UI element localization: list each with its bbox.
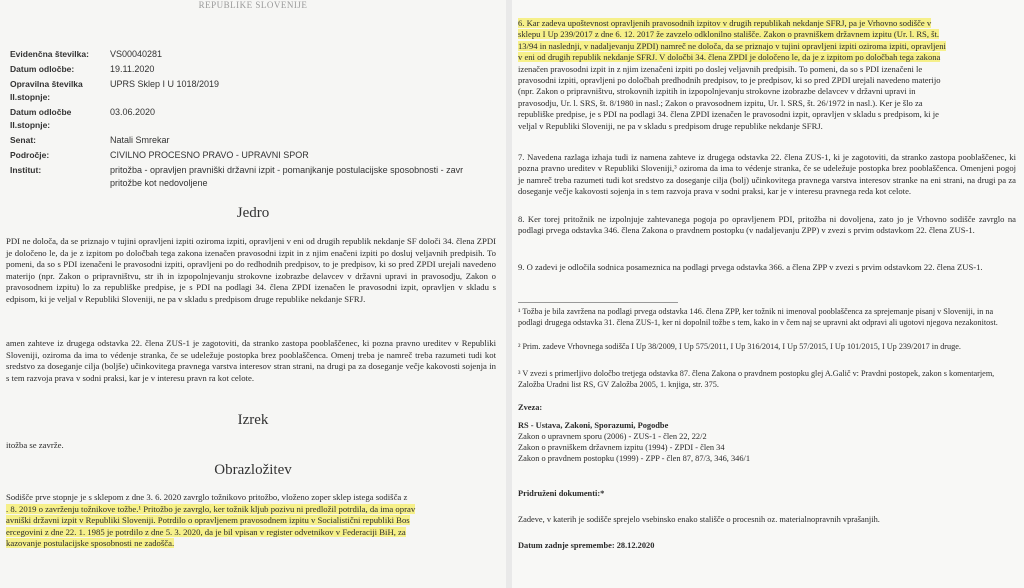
footnote-2: ² Prim. zadeve Vrhovnega sodišča I Up 38/2009, I Up 575/2011, I Up 316/2014, I Up 57/2015, I Up 101/2015, I Up 239/2017 in druge. (518, 342, 961, 351)
highlighted-line: sklepu I Up 239/2017 z dne 6. 12. 2017 že zavzelo odklonilno stališče. Zakon o pravniškem državnem izpitu (Ur. l. RS, št. (518, 29, 940, 40)
left-document-page (0, 0, 506, 588)
paragraph-6 (518, 18, 1016, 132)
meta-row: Datum odločbe: 19.11.2020 (10, 64, 155, 74)
text-line: republiške predpise, je s PDI na podlagi 34. člena ZPDI izenačen le pravosodni izpit, opravljen v skladu s predpisom, ki je (518, 109, 939, 120)
highlighted-line: avniški državni izpit v Republiki Sloveniji. Potrdilo o opravljenem pravosodnem izpitu v Socialistični republiki Bos (6, 515, 410, 526)
pridruzeni-dokumenti-title: Pridruženi dokumenti:* (518, 489, 605, 498)
highlighted-line: kazovanje postulacijske sposobnosti ne zadošča. (6, 538, 175, 549)
text-line: pravosodni izpiti, opravljeni po določbah predhodnih predpisov, to je predpisov, ki so pred ZPDI urejali navedeno materijo (518, 75, 941, 86)
meta-row: Področje: CIVILNO PROCESNO PRAVO - UPRAVNI SPOR (10, 150, 309, 160)
text-line: pravosodju, Ur. l. SRS, št. 8/1980 in nasl.; Zakon o pravosodnem izpitu, Ur. l. SRS, št. 26/1972 in nasl.). Ker je šlo za (518, 97, 923, 108)
obrazlozitev-paragraph (6, 492, 496, 550)
text-line: veljal v Republiki Sloveniji, ne pa v skladu s predpisom druge republike nekdanje SFRJ. (518, 120, 823, 131)
highlighted-line: . 8. 2019 o zavrženju tožnikove tožbe.¹ Pritožbo je zavrglo, ker tožnik kljub pozivu ni predložil potrdila, da ima oprav (6, 503, 416, 514)
text-line: (npr. Zakon o pripravništvu, strokovnih izpitih in izpopolnjevanju strokovne izobrazbe delavcev v državni upravi in (518, 86, 916, 97)
paragraph-7: 7. Navedena razlaga izhaja tudi iz namena zahteve iz drugega odstavka 22. člena ZUS-1, ki je zagotoviti, da stranko zastopa pooblaščenec, ki pozna pravno ureditev v Republiki Sloveniji,³ oziroma da ima to védenje stranka, če se udeležuje postopka brez pooblaščenca. Omenjeni pogoj je namreč treba razumeti tudi kot sredstvo za doseganje cilja (bolj) učinkovitega pravnega varstva interesov stranke na eni strani, na drugi pa za doseganje večje kakovosti sojenja in s tem razvoja prava v sodni praksi, kar je v interesu pravnega reda kot celote. (518, 152, 1016, 197)
meta-row: Datum odločbe II.stopnje: 03.06.2020 (10, 107, 156, 130)
meta-row: Senat: Natali Smrekar (10, 135, 170, 145)
meta-row: Institut: pritožba - opravljen pravniški državni izpit - pomanjkanje postulacijske sposobnosti - zavr pritožbe kot nedovoljene (10, 165, 464, 188)
list-item: RS - Ustava, Zakoni, Sporazumi, Pogodbe (518, 421, 669, 430)
text-line: izenačen pravosodni izpit in z njim izenačeni izpiti po doslej veljavnih predpisih. To pomeni, da so s PDI izenačeni le (518, 63, 923, 74)
meta-row: Opravilna številka II.stopnje: UPRS Sklep I U 1018/2019 (10, 79, 220, 102)
list-item: Zakon o upravnem sporu (2006) - ZUS-1 - člen 22, 22/2 (518, 432, 707, 441)
izrek-text: itožba se zavrže. (6, 440, 64, 450)
highlighted-line: 6. Kar zadeva upoštevnost opravljenih pravosodnih izpitov v drugih republikah nekdanje SFRJ, pa je Vrhovno sodišče v (518, 18, 932, 28)
list-item: Zakon o pravdnem postopku (1999) - ZPP - člen 87, 87/3, 346, 346/1 (518, 454, 751, 463)
section-title-jedro: Jedro (236, 205, 270, 221)
highlighted-line: 13/94 in naslednji, v nadaljevanju ZPDI) namreč ne določa, da se priznajo v tujini opravljeni izpiti oziroma izpiti, opravljeni (518, 40, 946, 51)
list-item: Zakon o pravniškem državnem izpitu (1994) - ZPDI - člen 34 (518, 443, 725, 452)
footnote-divider (518, 302, 678, 303)
text-line: Sodišče prve stopnje je s sklepom z dne 3. 6. 2020 zavrglo tožnikovo pritožbo, vloženo zoper sklep istega sodišča z (6, 492, 408, 502)
footnote-1: ¹ Tožba je bila zavržena na podlagi prvega odstavka 146. člena ZPP, ker tožnik ni imenoval pooblaščenca za sprejemanje pisanj v Sloveniji, in na podlagi drugega odstavka 31. člena ZUS-1, ker ni dopolnil tožbe s tem, kako in v čem naj se upravni akt odpravi ali ugotovi njegova nezakonitost. (518, 307, 998, 327)
jedro-paragraph-2: amen zahteve iz drugega odstavka 22. člena ZUS-1 je zagotoviti, da stranko zastopa pooblaščenec, ki pozna pravno ureditev v Republiki Sloveniji, oziroma da ima to védenje stranka, če se udeležuje postopka brez pooblaščenca. Omenj treba je namreč treba razumeti tudi kot sredstvo za doseganje cilja (boljše) učinkovitega pravnega varstva interesov stran strani, na drugi pa za doseganje večje kakovosti sojenja in s tem razvoja prava v sodni praksi, kar je v interesu pravn ra kot celote. (6, 338, 496, 383)
pridruzeni-dokumenti-text: Zadeve, v katerih je sodišče sprejelo vsebinsko enako stališče o procesnih oz. materialnopravnih vprašanjih. (518, 515, 880, 524)
last-modified-date: Datum zadnje spremembe: 28.12.2020 (518, 541, 655, 550)
section-title-obrazlozitev: Obrazložitev (214, 462, 292, 478)
zveza-list (518, 420, 1016, 464)
paragraph-9: 9. O zadevi je odločila sodnica posameznica na podlagi prvega odstavka 366. a člena ZPP v zvezi s prvim odstavkom 22. člena ZUS-1. (518, 262, 983, 272)
footnote-3: ³ V zvezi s primerljivo določbo tretjega odstavka 87. člena Zakona o pravdnem postopku glej A.Galič v: Pravdni postopek, zakon s komentarjem, Založba Uradni list RS, GV Založba 2005, 1. knjiga, str. 375. (518, 369, 995, 389)
meta-row: Evidenčna številka: VS00040281 (10, 49, 163, 59)
zveza-title: Zveza: (518, 403, 543, 412)
jedro-paragraph-1: PDI ne določa, da se priznajo v tujini opravljeni izpiti oziroma izpiti, opravljeni v eni od drugih republik nekdanje SF določi 34. člena ZPDI je določeno le, da je z izpitom po določbah tega zakona izenačen pravosodni izpit in z njim enačeni izpiti po dosluj veljavnih predpisih. To pomeni, da so s PDI izenačeni le pravosodni izpiti, opravljeni po do redhodnih predpisov, to je predpisov, ki so pred ZPDI urejali navedeno materijo (npr. Zakon o pripravništvu, str ih in izpopolnjevanju strokovne izobrazbe delavcev v državni upravi in pravosodju, Zakon o pravosodnem izpitu) lo za republiške predpise, je s PDI na podlagi 34. člena ZPDI izenačen le pravosodni izpit, opravljen v skladu s edpisom, ki je veljal v Republiki Sloveniji, ne pa v skladu s predpisom druge republike nekdanje SFRJ. (6, 236, 496, 304)
highlighted-line: ercegovini z dne 22. 1. 1985 je potrdilo z dne 5. 3. 2020, da je bil vpisan v register odvetnikov v Federaciji BiH, za (6, 526, 406, 537)
right-document-page (512, 0, 1024, 588)
paragraph-8: 8. Ker torej pritožnik ne izpolnjuje zahtevanega pogoja po opravljenem PDI, pritožba ni dovoljena, zato jo je Vrhovno sodišče zavrglo na podlagi prvega odstavka 346. člena Zakona o pravdnem postopku (v nadaljevanju ZPP) v zvezi s prvim odstavkom 22. člena ZUS-1. (518, 214, 1016, 236)
page-header-watermark: REPUBLIKE SLOVENIJE (198, 0, 308, 10)
section-title-izrek: Izrek (237, 412, 269, 428)
highlighted-line: v eni od drugih republik nekdanje SFRJ. V določbi 34. člena ZPDI je določeno le, da je z izpitom po določbah tega zakona (518, 52, 941, 63)
metadata-table (10, 48, 490, 192)
